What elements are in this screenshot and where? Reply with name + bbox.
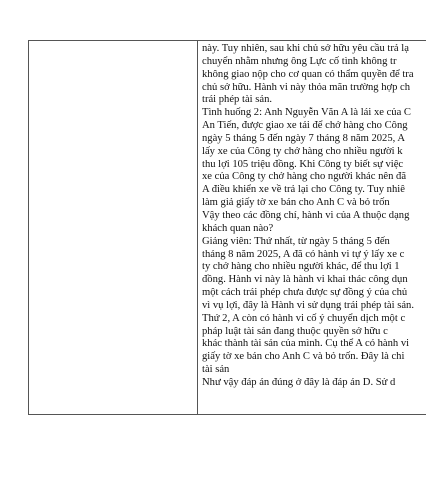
content-table (28, 40, 426, 415)
table-left-column (29, 41, 198, 414)
text-line: khác thành tài sản của mình. Cụ thể A có hành vi (202, 338, 410, 350)
text-line: này. Tuy nhiên, sau khi chủ sở hữu yêu cầu trả lạ (202, 43, 409, 54)
text-line: Tình huống 2: Anh Nguyễn Văn A là lái xe của C (202, 107, 412, 119)
text-line: ty chở hàng cho nhiều người khác, để thu lợi 1 (202, 261, 400, 273)
text-line: An Tiến, được giao xe tải để chở hàng cho Công (202, 120, 408, 132)
text-line: Thứ 2, A còn có hành vi cố ý chuyển dịch một c (202, 312, 406, 324)
body-text (198, 43, 426, 390)
text-line: tháng 8 năm 2025, A đã có hành vi tự ý lấy xe c (202, 248, 405, 260)
text-line: thu lợi 105 triệu đồng. Khi Công ty biết sự việc (202, 158, 404, 170)
text-line: làm giả giấy tờ xe bán cho Anh C và bỏ trốn (202, 197, 390, 209)
text-line: khách quan nào? (202, 222, 274, 234)
text-line: A điều khiển xe về trả lại cho Công ty. Tuy nhiê (202, 184, 405, 196)
text-line: pháp luật tài sản đang thuộc quyền sở hữu c (202, 325, 388, 337)
text-line: tài sản (202, 364, 230, 376)
text-line: xe của Công ty chở hàng cho người khác nên đã (202, 171, 407, 183)
text-line: một cách trái phép chưa được sự đồng ý của chủ (202, 287, 408, 299)
table-right-column (198, 43, 426, 390)
text-line: Như vậy đáp án đúng ở đây là đáp án D. Sử d (202, 376, 396, 388)
text-line: giấy tờ xe bán cho Anh C và bỏ trốn. Đây là chi (202, 351, 405, 363)
text-line: ngày 5 tháng 5 đến ngày 7 tháng 8 năm 2025, A (202, 132, 406, 144)
text-line: lấy xe của Công ty chở hàng cho nhiều người k (202, 145, 403, 157)
text-line: chuyển nhằm nhưng ông Lực cố tình không tr (202, 55, 397, 67)
text-line: Giảng viên: Thứ nhất, từ ngày 5 tháng 5 đến (202, 235, 390, 247)
text-line: đồng. Hành vi này là hành vi khai thác công dụn (202, 274, 408, 286)
text-line: trái phép tài sản. (202, 94, 273, 106)
text-line: chủ sở hữu. Hành vi này thỏa mãn trường hợp ch (202, 81, 411, 93)
text-line: vì vụ lợi, đây là Hành vi sử dụng trái phép tài sản. (202, 299, 414, 311)
text-line: Vậy theo các đồng chí, hành vi của A thuộc dạng (202, 209, 410, 221)
text-line: không giao nộp cho cơ quan có thẩm quyền để tra (202, 68, 414, 80)
